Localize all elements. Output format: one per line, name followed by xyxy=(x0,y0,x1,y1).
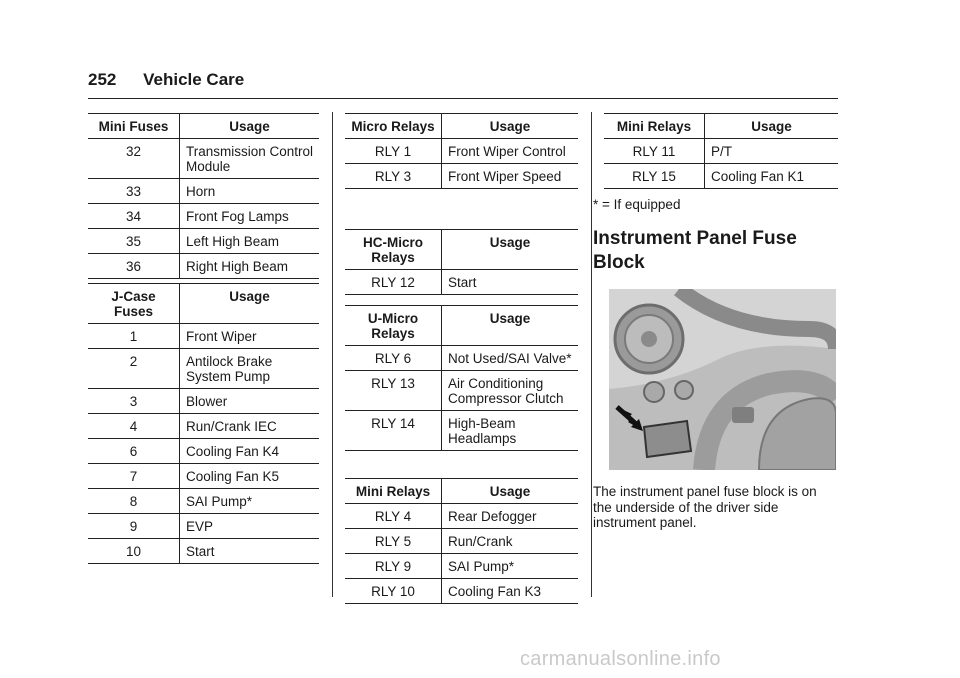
u-micro-relays-table xyxy=(345,305,578,451)
column-header: U-Micro Relays xyxy=(345,306,442,346)
column-header: HC-Micro Relays xyxy=(345,230,442,270)
fuse-usage: Left High Beam xyxy=(186,234,280,249)
table-row xyxy=(88,204,319,229)
relay-usage: Front Wiper Control xyxy=(448,144,566,159)
fuse-usage: Right High Beam xyxy=(186,259,289,274)
column-header: Usage xyxy=(489,484,531,499)
column-header: Usage xyxy=(751,119,792,134)
relay-number: RLY 9 xyxy=(345,554,442,579)
table-row xyxy=(88,389,319,414)
j-case-fuses-table xyxy=(88,283,319,564)
fuse-number: 1 xyxy=(88,324,180,349)
relay-usage: Not Used/SAI Valve* xyxy=(448,351,572,366)
relay-number: RLY 1 xyxy=(345,139,442,164)
fuse-block-location-photo xyxy=(609,289,836,470)
relay-usage: Front Wiper Speed xyxy=(448,169,562,184)
table-row xyxy=(88,324,319,349)
relay-usage: High-Beam Headlamps xyxy=(448,416,517,446)
column-divider-2 xyxy=(591,112,592,597)
table-row xyxy=(88,464,319,489)
page-number: 252 xyxy=(88,70,117,89)
fuse-usage: Transmission Control Module xyxy=(186,144,314,174)
fuse-usage: SAI Pump* xyxy=(186,494,253,509)
relay-number: RLY 10 xyxy=(345,579,442,604)
page-header xyxy=(88,70,244,90)
fuse-number: 10 xyxy=(88,539,180,564)
relay-number: RLY 6 xyxy=(345,346,442,371)
column-header: Usage xyxy=(489,119,531,134)
mini-relays-table xyxy=(345,478,578,604)
fuse-usage: Front Fog Lamps xyxy=(186,209,289,224)
table-row xyxy=(345,554,578,579)
fuse-usage: Cooling Fan K5 xyxy=(186,469,280,484)
watermark: carmanualsonline.info xyxy=(520,648,721,670)
column-header: Mini Relays xyxy=(604,114,705,139)
column-header: Usage xyxy=(229,289,270,304)
fuse-usage: Horn xyxy=(186,184,216,199)
table-row xyxy=(604,164,838,189)
fuse-usage: Start xyxy=(186,544,215,559)
footnote: * = If equipped xyxy=(593,197,681,212)
column-divider-1 xyxy=(332,112,333,597)
relay-usage: SAI Pump* xyxy=(448,559,515,574)
relay-usage: Start xyxy=(448,275,477,290)
table-row xyxy=(88,539,319,564)
relay-number: RLY 5 xyxy=(345,529,442,554)
header-rule xyxy=(88,98,838,99)
fuse-number: 2 xyxy=(88,349,180,389)
fuse-number: 3 xyxy=(88,389,180,414)
mini-fuses-table xyxy=(88,113,319,279)
column-header: Usage xyxy=(489,311,531,326)
fuse-number: 4 xyxy=(88,414,180,439)
fuse-number: 35 xyxy=(88,229,180,254)
photo-caption: The instrument panel fuse block is on the underside of the driver side instrument panel. xyxy=(593,484,817,530)
table-row xyxy=(88,229,319,254)
fuse-number: 8 xyxy=(88,489,180,514)
relay-usage: P/T xyxy=(711,144,733,159)
fuse-number: 9 xyxy=(88,514,180,539)
section-heading: Vehicle Care xyxy=(143,70,245,89)
relay-usage: Cooling Fan K1 xyxy=(711,169,805,184)
micro-relays-table xyxy=(345,113,578,189)
table-row xyxy=(88,414,319,439)
fuse-number: 6 xyxy=(88,439,180,464)
fuse-number: 36 xyxy=(88,254,180,279)
table-row xyxy=(88,439,319,464)
fuse-usage: Blower xyxy=(186,394,228,409)
column-header: J-Case Fuses xyxy=(88,284,180,324)
table-row xyxy=(345,346,578,371)
table-row xyxy=(604,139,838,164)
relay-number: RLY 11 xyxy=(604,139,705,164)
column-header: Micro Relays xyxy=(345,114,442,139)
column-header: Usage xyxy=(489,235,531,250)
fuse-number: 33 xyxy=(88,179,180,204)
table-row xyxy=(345,411,578,451)
relay-usage: Air Conditioning Compressor Clutch xyxy=(448,376,564,406)
relay-number: RLY 14 xyxy=(345,411,442,451)
table-row xyxy=(345,371,578,411)
fuse-usage: Front Wiper xyxy=(186,329,257,344)
fuse-number: 7 xyxy=(88,464,180,489)
table-row xyxy=(88,349,319,389)
relay-usage: Rear Defogger xyxy=(448,509,537,524)
table-row xyxy=(88,489,319,514)
table-row xyxy=(88,179,319,204)
table-row xyxy=(88,254,319,279)
table-row xyxy=(345,504,578,529)
table-row xyxy=(345,139,578,164)
relay-number: RLY 3 xyxy=(345,164,442,189)
relay-usage: Cooling Fan K3 xyxy=(448,584,542,599)
fuse-number: 32 xyxy=(88,139,180,179)
relay-number: RLY 13 xyxy=(345,371,442,411)
table-row xyxy=(88,514,319,539)
table-row xyxy=(345,529,578,554)
fuse-usage: EVP xyxy=(186,519,214,534)
relay-number: RLY 15 xyxy=(604,164,705,189)
mini-relays-table-2 xyxy=(604,113,838,189)
table-row xyxy=(88,139,319,179)
column-header: Mini Relays xyxy=(345,479,442,504)
hc-micro-relays-table xyxy=(345,229,578,295)
relay-number: RLY 4 xyxy=(345,504,442,529)
relay-usage: Run/Crank xyxy=(448,534,513,549)
column-header: Usage xyxy=(229,119,270,134)
fuse-usage: Cooling Fan K4 xyxy=(186,444,280,459)
table-row xyxy=(345,270,578,295)
column-header: Mini Fuses xyxy=(88,114,180,139)
relay-number: RLY 12 xyxy=(345,270,442,295)
table-row xyxy=(345,164,578,189)
section-title: Instrument Panel Fuse Block xyxy=(593,228,797,273)
fuse-usage: Run/Crank IEC xyxy=(186,419,277,434)
fuse-number: 34 xyxy=(88,204,180,229)
table-row xyxy=(345,579,578,604)
fuse-usage: Antilock Brake System Pump xyxy=(186,354,273,384)
